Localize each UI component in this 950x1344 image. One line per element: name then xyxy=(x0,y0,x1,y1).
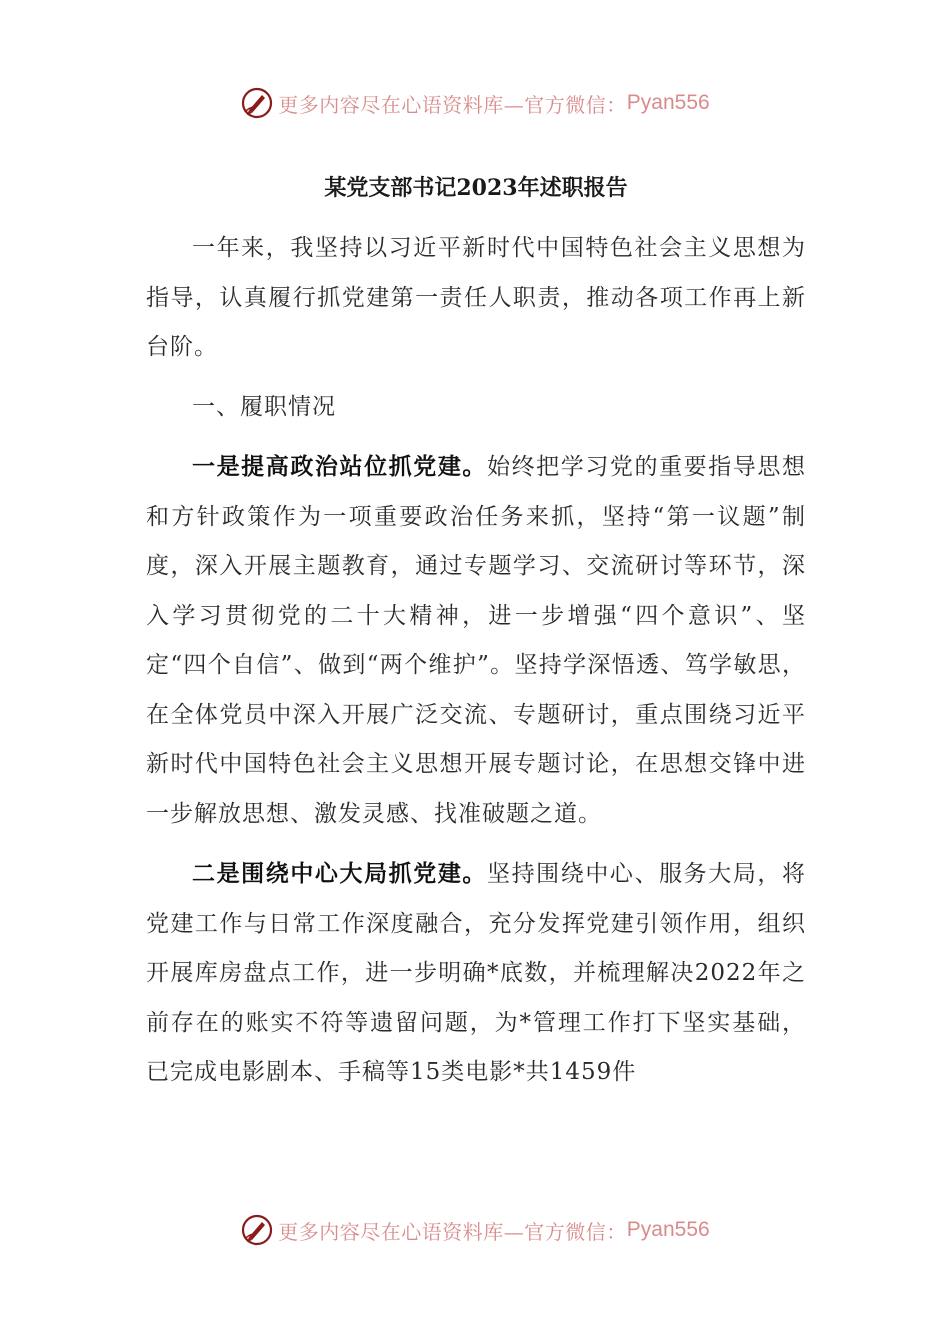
pen-circle-logo-icon xyxy=(240,1213,274,1247)
intro-paragraph: 一年来，我坚持以习近平新时代中国特色社会主义思想为指导，认真履行抓党建第一责任人职责，推动各项工作再上新台阶。 xyxy=(146,235,806,360)
document-body xyxy=(146,170,806,1108)
watermark-banner-bottom xyxy=(0,1210,950,1250)
watermark-text: 更多内容尽在心语资料库—官方微信： xyxy=(278,92,627,117)
section-heading: 一、履职情况 xyxy=(192,393,336,420)
pen-circle-logo-icon xyxy=(240,86,274,120)
item1-body: 始终把学习党的重要指导思想和方针政策作为一项重要政治任务来抓，坚持“第一议题”制度，深入开展主题教育，通过专题学习、交流研讨等环节，深入学习贯彻党的二十大精神，进一步增强“四个意识”、坚定“四个自信”、做到“两个维护”。坚持学深悟透、笃学敏思，在全体党员中深入开展广泛交流、专题研讨，重点围绕习近平新时代中国特色社会主义思想开展专题讨论，在思想交锋中进一步解放思想、激发灵感、找准破题之道。 xyxy=(146,454,807,827)
item1-lead: 一是提高政治站位抓党建。 xyxy=(192,453,487,480)
watermark-code: Pyan556 xyxy=(626,1218,710,1241)
document-title: 某党支部书记2023年述职报告 xyxy=(324,175,628,201)
item2-paragraph xyxy=(146,849,806,1098)
item2-body: 坚持围绕中心、服务大局，将党建工作与日常工作深度融合，充分发挥党建引领作用，组织开展库房盘点工作，进一步明确*底数，并梳理解决2022年之前存在的账实不符等遗留问题，为*管理工作打下坚实基础，已完成电影剧本、手稿等15类电影*共1459件 xyxy=(146,861,807,1085)
item1-paragraph xyxy=(146,442,806,839)
watermark-banner-top xyxy=(0,83,950,123)
item2-lead: 二是围绕中心大局抓党建。 xyxy=(192,860,487,887)
watermark-text: 更多内容尽在心语资料库—官方微信： xyxy=(278,1219,627,1244)
watermark-code: Pyan556 xyxy=(626,91,710,114)
